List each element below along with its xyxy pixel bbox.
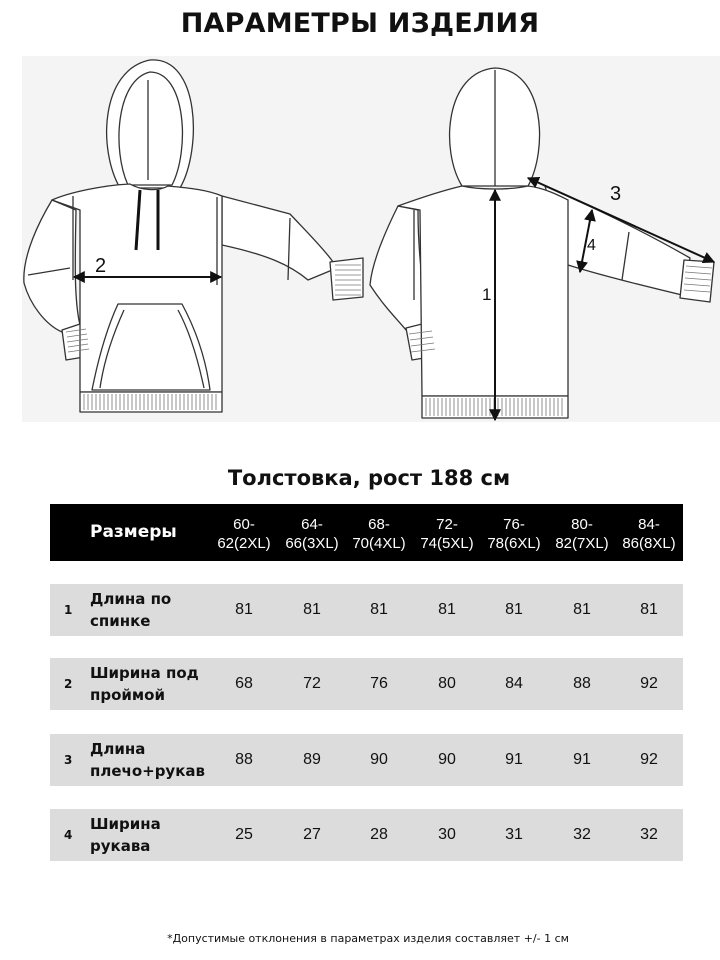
tolerance-footnote: *Допустимые отклонения в параметрах изделия составляет +/- 1 см xyxy=(167,932,569,945)
table-cell: 81 xyxy=(640,601,658,618)
size-header-line-2: 66(3XL) xyxy=(285,535,339,552)
table-cell: 32 xyxy=(640,826,658,843)
sizes-header-label: Размеры xyxy=(90,522,177,542)
product-subtitle: Толстовка, рост 188 см xyxy=(227,466,511,490)
page-title: ПАРАМЕТРЫ ИЗДЕЛИЯ xyxy=(180,8,540,39)
row-label: Длина по спинке xyxy=(90,590,172,630)
row-number: 4 xyxy=(64,828,73,842)
size-header-line-1: 64- xyxy=(301,516,323,533)
size-header-cell xyxy=(547,515,617,553)
table-cell: 81 xyxy=(505,601,523,618)
hoodie-front xyxy=(24,60,363,412)
table-cell: 81 xyxy=(573,601,591,618)
table-cell: 25 xyxy=(235,826,253,843)
table-cell: 81 xyxy=(370,601,388,618)
table-cell: 84 xyxy=(505,675,523,692)
table-row xyxy=(50,584,683,636)
size-header-cell xyxy=(344,515,414,553)
table-cell: 68 xyxy=(235,675,253,692)
table-cell: 88 xyxy=(573,675,591,692)
size-header-line-2: 70(4XL) xyxy=(352,535,406,552)
row-label: Длина плечо+рукав xyxy=(90,740,206,780)
table-cell: 92 xyxy=(640,675,658,692)
table-row xyxy=(50,658,683,710)
row-label: Ширина рукава xyxy=(90,815,161,855)
table-cell: 31 xyxy=(505,826,523,843)
table-cell: 90 xyxy=(370,751,388,768)
size-header-line-1: 68- xyxy=(368,516,390,533)
hoodie-back xyxy=(370,68,714,418)
table-cell: 91 xyxy=(573,751,591,768)
table-cell: 90 xyxy=(438,751,456,768)
table-row xyxy=(50,809,683,861)
size-header-cell xyxy=(614,515,684,553)
table-cell: 81 xyxy=(235,601,253,618)
table-cell: 89 xyxy=(303,751,321,768)
hoodie-illustration xyxy=(0,0,720,440)
measure-label-4: 4 xyxy=(587,237,596,254)
size-header-line-1: 76- xyxy=(503,516,525,533)
table-cell: 91 xyxy=(505,751,523,768)
table-cell: 76 xyxy=(370,675,388,692)
table-cell: 88 xyxy=(235,751,253,768)
measure-label-1: 1 xyxy=(482,285,492,304)
size-header-line-2: 62(2XL) xyxy=(217,535,271,552)
row-number: 3 xyxy=(64,753,73,767)
size-header-cell xyxy=(209,515,279,553)
size-header-line-1: 60- xyxy=(233,516,255,533)
row-number: 2 xyxy=(64,677,73,691)
size-table-header xyxy=(50,504,683,561)
table-cell: 81 xyxy=(438,601,456,618)
measure-label-3: 3 xyxy=(610,183,622,205)
size-header-cell xyxy=(412,515,482,553)
table-cell: 28 xyxy=(370,826,388,843)
table-cell: 80 xyxy=(438,675,456,692)
row-number: 1 xyxy=(64,603,73,617)
size-header-line-2: 74(5XL) xyxy=(420,535,474,552)
size-header-cell xyxy=(277,515,347,553)
size-header-line-2: 86(8XL) xyxy=(622,535,676,552)
size-header-line-2: 78(6XL) xyxy=(487,535,541,552)
table-cell: 32 xyxy=(573,826,591,843)
size-header-line-1: 80- xyxy=(571,516,593,533)
row-label: Ширина под проймой xyxy=(90,664,199,704)
measure-label-2: 2 xyxy=(95,255,107,277)
table-cell: 81 xyxy=(303,601,321,618)
size-header-line-1: 72- xyxy=(436,516,458,533)
table-row xyxy=(50,734,683,786)
table-cell: 27 xyxy=(303,826,321,843)
table-cell: 72 xyxy=(303,675,321,692)
table-cell: 92 xyxy=(640,751,658,768)
size-header-line-2: 82(7XL) xyxy=(555,535,609,552)
size-header-cell xyxy=(479,515,549,553)
table-cell: 30 xyxy=(438,826,456,843)
size-header-line-1: 84- xyxy=(638,516,660,533)
